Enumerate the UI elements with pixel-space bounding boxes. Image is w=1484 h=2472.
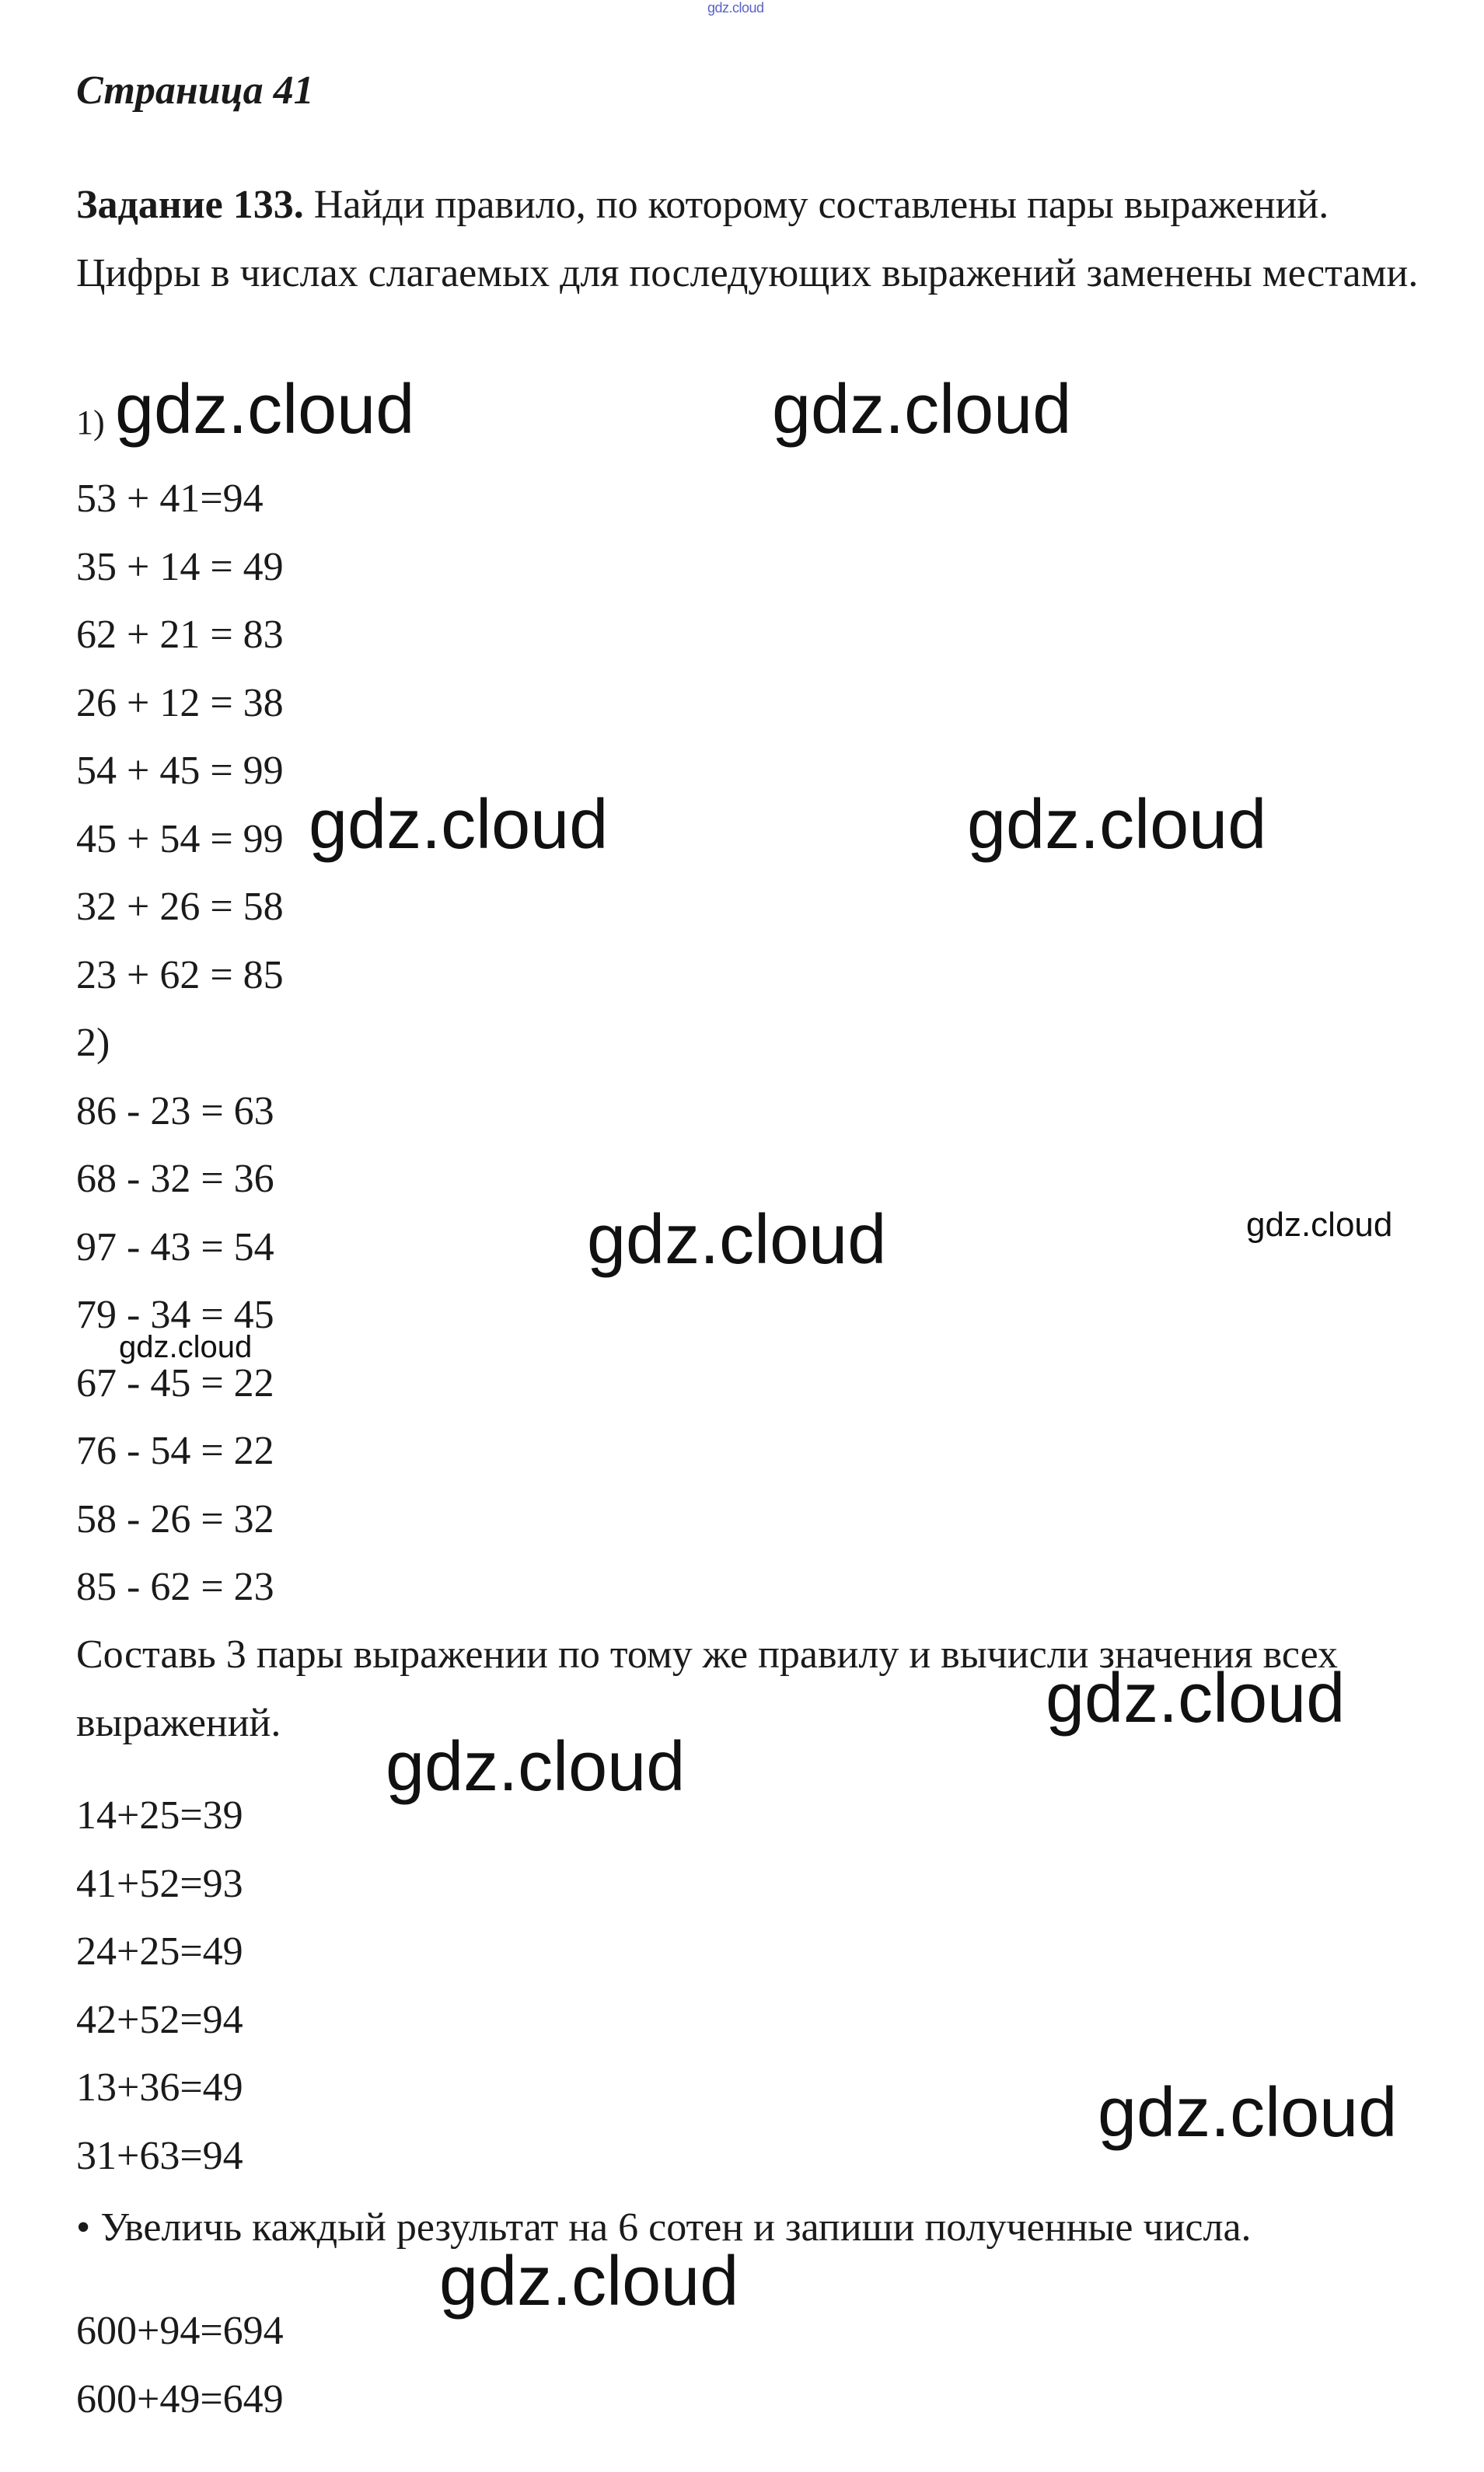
expression-line: 26 + 12 = 38 (76, 680, 284, 725)
expression-line: 32 + 26 = 58 (76, 885, 284, 929)
expression-line: 54 + 45 = 99 (76, 749, 284, 793)
part4-list (76, 2297, 284, 2433)
expression-line: 67 - 45 = 22 (76, 1360, 274, 1405)
watermark: gdz.cloud (587, 1201, 887, 1279)
expression-line: 86 - 23 = 63 (76, 1088, 274, 1133)
page-title: Страница 41 (76, 68, 314, 113)
watermark: gdz.cloud (309, 786, 609, 864)
expression-line: 24+25=49 (76, 1929, 243, 1974)
watermark: gdz.cloud (386, 1728, 686, 1806)
expression-line: 97 - 43 = 54 (76, 1224, 274, 1269)
expression-line: 76 - 54 = 22 (76, 1429, 274, 1473)
watermark: gdz.cloud (1046, 1660, 1346, 1737)
task-statement (76, 171, 1444, 308)
expression-line: 35 + 14 = 49 (76, 544, 284, 589)
expression-line: 13+36=49 (76, 2065, 243, 2110)
task-text: Найди правило, по которому составлены пары выражений. Цифры в числах слагаемых для последующих выражений заменены местами. (76, 183, 1419, 295)
part2-label: 2) (76, 1021, 110, 1065)
instruction-increase: • Увеличь каждый результат на 6 сотен и запиши полученные числа. (76, 2205, 1252, 2250)
watermark: gdz.cloud (119, 1330, 253, 1364)
instruction-compose: Составь 3 пары выражении по тому же правилу и вычисли значения всех выражений. (76, 1632, 1339, 1745)
expression-line: 58 - 26 = 32 (76, 1496, 274, 1542)
expression-line: 79 - 34 = 45 (76, 1293, 274, 1337)
watermark: gdz.cloud (439, 2243, 739, 2320)
expression-line: 68 - 32 = 36 (76, 1157, 274, 1201)
top-watermark: gdz.cloud (707, 0, 764, 16)
expression-line: 14+25=39 (76, 1793, 243, 1838)
watermark: gdz.cloud (1098, 2074, 1398, 2152)
expression-line: 53 + 41=94 (76, 477, 264, 521)
expression-line: 31+63=94 (76, 2133, 243, 2178)
part1-label: 1) (76, 403, 105, 442)
expression-line: 85 - 62 = 23 (76, 1565, 274, 1609)
watermark: gdz.cloud (772, 371, 1072, 449)
task-label: Задание 133. (76, 183, 304, 227)
expression-line: 41+52=93 (76, 1861, 243, 1906)
watermark: gdz.cloud (967, 786, 1267, 864)
expression-line: 600+94=694 (76, 2309, 284, 2353)
expression-line: 42+52=94 (76, 1997, 243, 2042)
watermark: gdz.cloud (1246, 1206, 1393, 1244)
expression-line: 23 + 62 = 85 (76, 952, 284, 997)
watermark: gdz.cloud (115, 371, 415, 449)
part3-list (76, 1782, 243, 2190)
expression-line: 45 + 54 = 99 (76, 816, 284, 861)
part1-list (76, 465, 284, 1009)
part2-list (76, 1009, 274, 1622)
expression-line: 62 + 21 = 83 (76, 613, 284, 657)
expression-line: 600+49=649 (76, 2376, 284, 2421)
